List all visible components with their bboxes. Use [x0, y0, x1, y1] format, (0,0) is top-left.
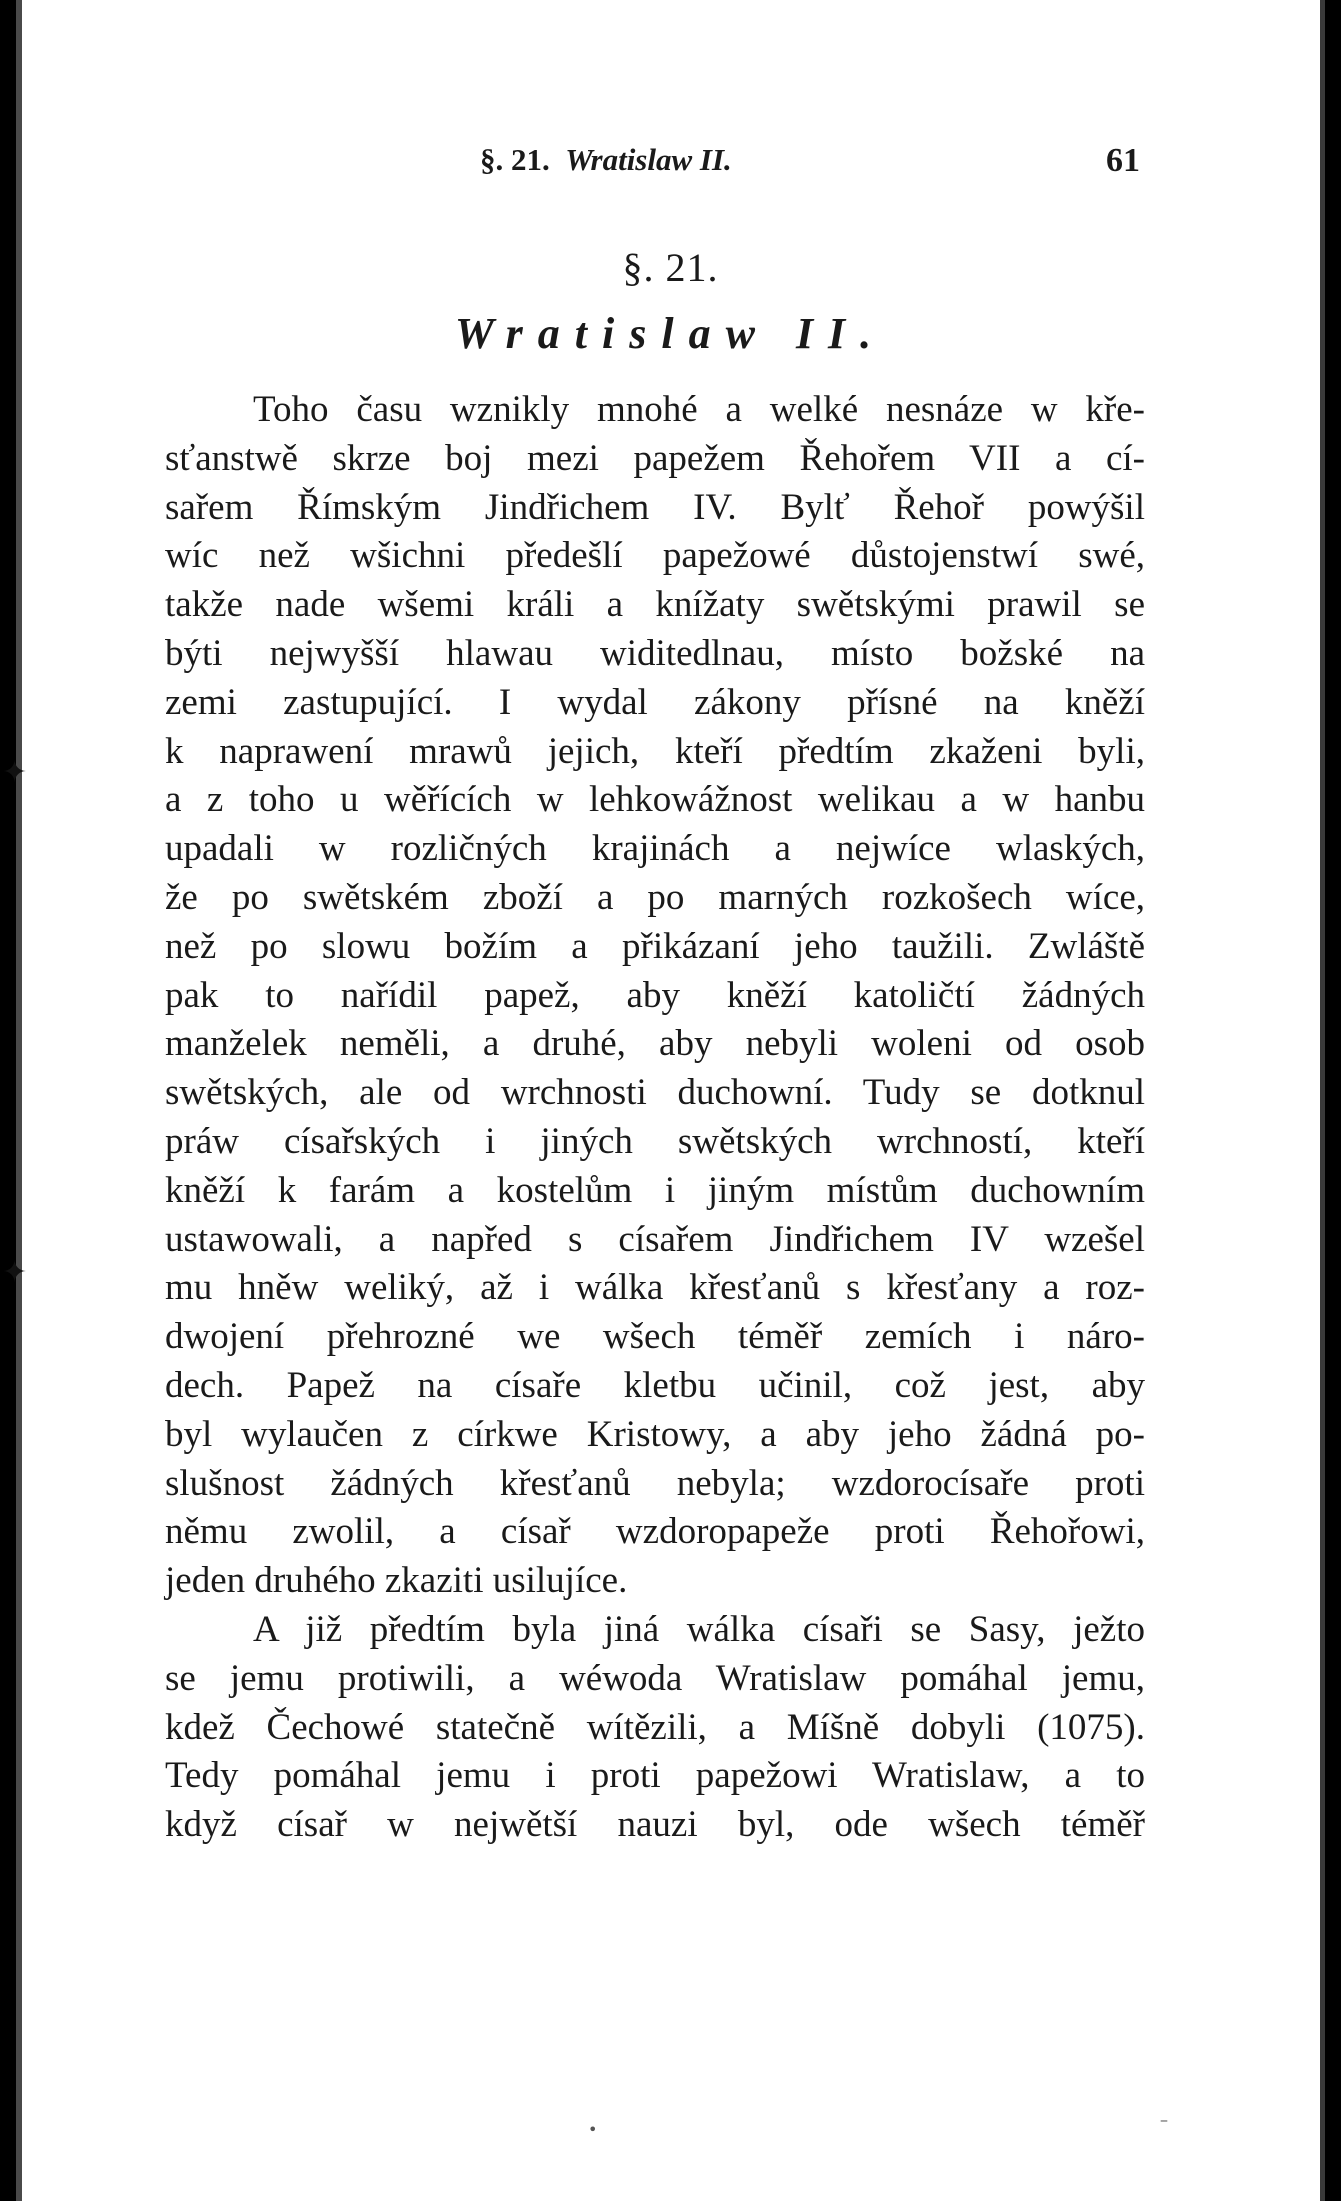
text-line: kněží k farám a kostelům i jiným místům duchowním	[165, 1169, 1145, 1211]
scan-speck: •	[588, 2120, 598, 2139]
text-line: Tedy pomáhal jemu i proti papežowi Wratislaw, a to	[165, 1755, 1145, 1797]
running-head-section: §. 21.	[480, 142, 550, 177]
text-line: když císař w nejwětší nauzi byl, ode wšech téměř	[165, 1804, 1145, 1846]
running-head-title: Wratislaw II.	[565, 142, 732, 177]
text-line: dech. Papež na císaře kletbu učinil, což jest, aby	[165, 1364, 1145, 1406]
scan-speck: –	[1160, 2110, 1168, 2129]
body-text	[165, 386, 1145, 1850]
text-line: dwojení přehrozné we wšech téměř zemích i náro-	[165, 1316, 1145, 1358]
text-line: A již předtím byla jiná wálka císaři se Sasy, ježto	[253, 1608, 1145, 1650]
running-head	[480, 142, 1140, 186]
section-title: Wratislaw II.	[454, 309, 887, 358]
text-line: sťanstwě skrze boj mezi papežem Řehořem VII a cí-	[165, 437, 1145, 479]
text-line: sařem Římským Jindřichem IV. Bylť Řehoř powýšil	[165, 486, 1145, 528]
section-number: §. 21.	[622, 245, 719, 290]
text-line: zemi zastupující. I wydal zákony přísné na kněží	[165, 681, 1145, 723]
text-line: pak to nařídil papež, aby kněží katoličtí žádných	[165, 974, 1145, 1016]
margin-arrow-mark: ✦	[2, 1255, 28, 1290]
text-line: upadali w rozličných krajinách a nejwíce wlaských,	[165, 828, 1145, 870]
text-line: mu hněw weliký, až i wálka křesťanů s křesťany a roz-	[165, 1267, 1145, 1309]
text-line: slušnost žádných křesťanů nebyla; wzdorocísaře proti	[165, 1462, 1145, 1504]
margin-arrow-mark: ✦	[2, 755, 28, 790]
text-line: býti nejwyšší hlawau widitedlnau, místo božské na	[165, 632, 1145, 674]
text-line: wíc než wšichni předešlí papežowé důstojenstwí swé,	[165, 535, 1145, 577]
text-line: se jemu protiwili, a wéwoda Wratislaw pomáhal jemu,	[165, 1657, 1145, 1699]
text-line: ustawowali, a napřed s císařem Jindřichem IV wzešel	[165, 1218, 1145, 1260]
text-line: jeden druhého zkaziti usilujíce.	[165, 1560, 628, 1602]
text-line: že po swětském zboží a po marných rozkošech wíce,	[165, 876, 1145, 918]
text-line: Toho času wznikly mnohé a welké nesnáze w kře-	[253, 389, 1145, 430]
paragraph	[165, 386, 1145, 1606]
text-line: kdež Čechowé statečně wítězili, a Míšně dobyli (1075).	[165, 1706, 1145, 1748]
text-line: práw císařských i jiných swětských wrchností, kteří	[165, 1120, 1145, 1162]
text-line: němu zwolil, a císař wzdoropapeže proti Řehořowi,	[165, 1511, 1145, 1553]
text-line: k naprawení mrawů jejich, kteří předtím zkaženi byli,	[165, 730, 1145, 772]
text-line: manželek neměli, a druhé, aby nebyli woleni od osob	[165, 1023, 1145, 1065]
page-number: 61	[1106, 142, 1140, 179]
text-line: a z toho u wěřících w lehkowážnost welikau a w hanbu	[165, 779, 1145, 821]
text-line: byl wylaučen z církwe Kristowy, a aby jeho žádná po-	[165, 1413, 1145, 1455]
text-line: než po slowu božím a přikázaní jeho taužili. Zwláště	[165, 925, 1145, 967]
running-head-left	[480, 142, 732, 178]
text-line: takže nade wšemi králi a knížaty swětskými prawil se	[165, 584, 1145, 626]
text-line: swětských, ale od wrchnosti duchowní. Tudy se dotknul	[165, 1072, 1145, 1114]
paragraph	[165, 1606, 1145, 1850]
